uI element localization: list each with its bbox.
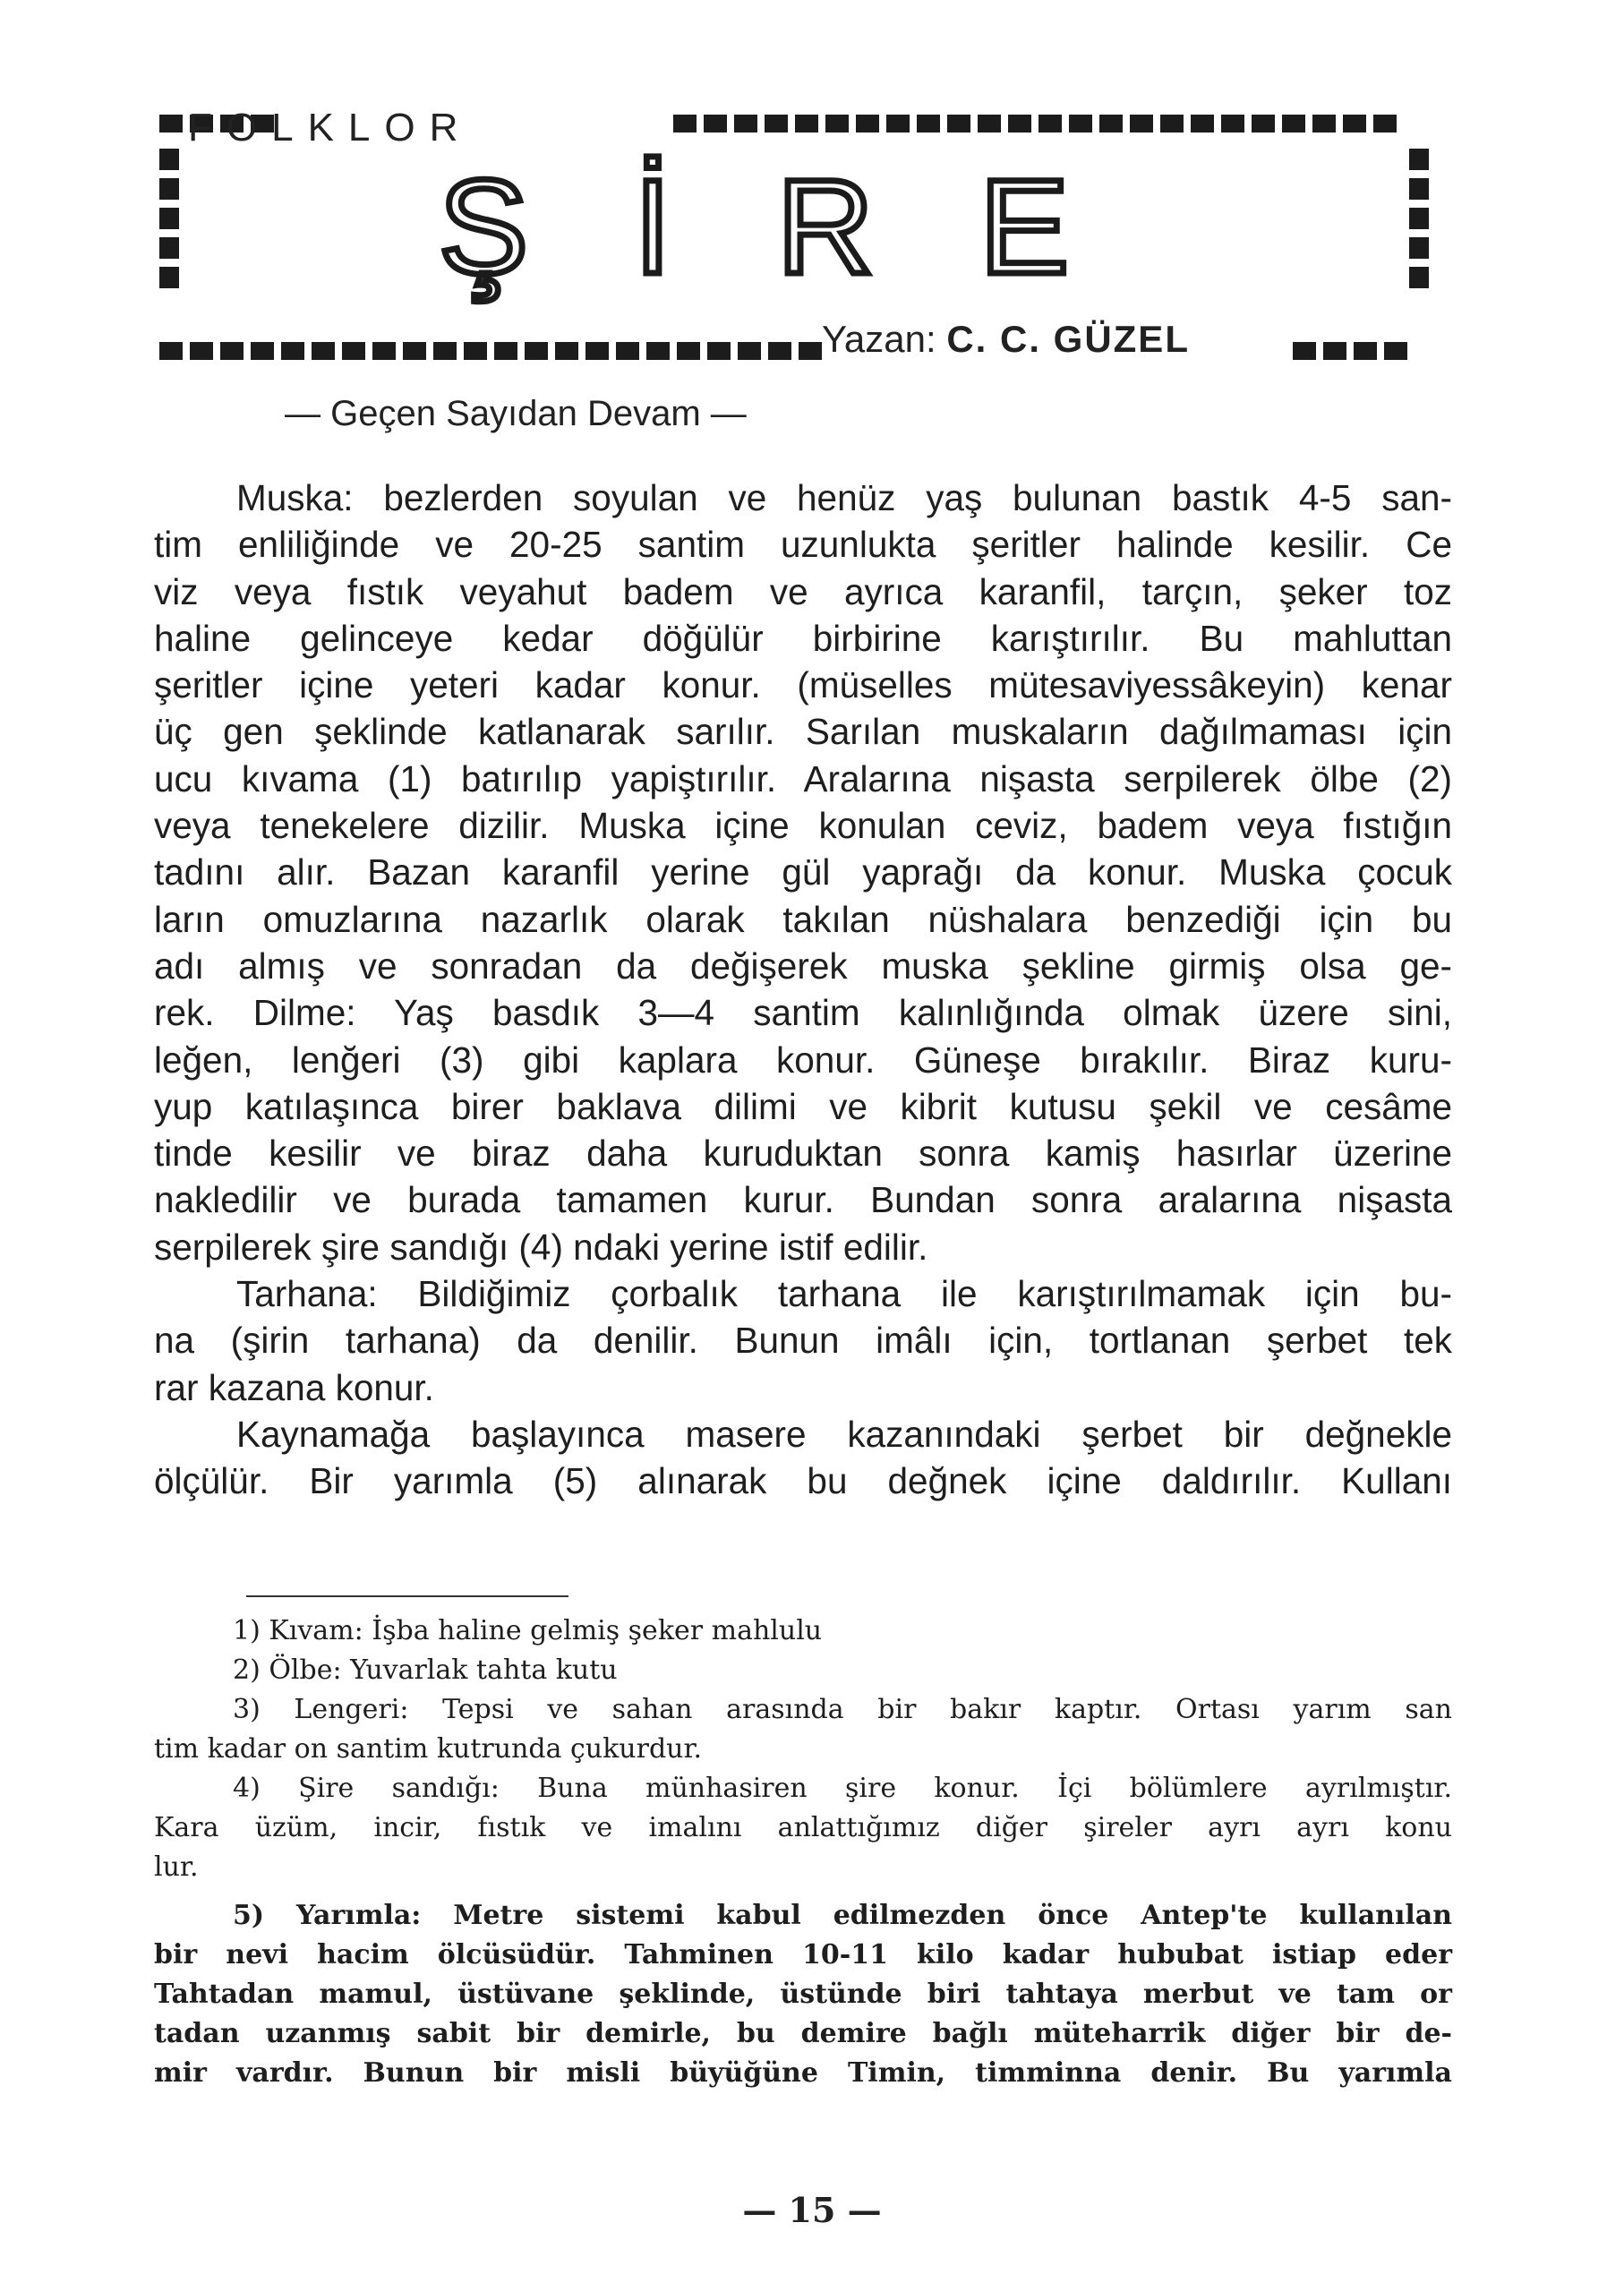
footnote-line: 4) Şire sandığı: Buna münhasiren şire konur. İçi bölümlere ayrılmıştır.	[233, 1773, 1452, 1804]
body-line: viz veya fıstık veyahut badem ve ayrıca karanfil, tarçın, şeker toz	[154, 570, 1452, 612]
body-line: tinde kesilir ve biraz daha kuruduktan sonra kamiş hasırlar üzerine	[154, 1133, 1452, 1175]
author-line	[822, 318, 1190, 361]
footnote-line: Kara üzüm, incir, fıstık ve imalını anlattığımız diğer şireler ayrı ayrı konu	[154, 1812, 1452, 1843]
header-ornament-top	[673, 115, 1397, 133]
header-ornament-bottom-left	[159, 342, 822, 360]
body-line: tadını alır. Bazan karanfil yerine gül yaprağı da konur. Muska çocuk	[154, 851, 1452, 893]
body-line: yup katılaşınca birer baklava dilimi ve kibrit kutusu şekil ve cesâme	[154, 1085, 1452, 1127]
header-ornament-right-column	[1409, 149, 1429, 288]
article-body	[154, 474, 1452, 1505]
author-prefix: Yazan:	[822, 318, 936, 360]
body-line: tim enliliğinde ve 20-25 santim uzunlukta şeritler halinde kesilir. Ce	[154, 524, 1452, 566]
footnote-line: tim kadar on santim kutrunda çukurdur.	[154, 1733, 703, 1765]
body-line: ölçülür. Bir yarımla (5) alınarak bu değnek içine daldırılır. Kullanı	[154, 1460, 1452, 1502]
footnotes	[154, 1611, 1452, 2093]
body-line: Kaynamağa başlayınca masere kazanındaki şerbet bir değnekle	[236, 1413, 1452, 1455]
body-line: rar kazana konur.	[154, 1366, 434, 1408]
article-title: ŞİRE	[439, 151, 1175, 302]
footnote-line: bir nevi hacim ölcüsüdür. Tahminen 10-11 kilo kadar hububat istiap eder	[154, 1939, 1452, 1971]
continued-note: — Geçen Sayıdan Devam —	[285, 394, 747, 433]
body-line: şeritler içine yeteri kadar konur. (müselles mütesaviyessâkeyin) kenar	[154, 664, 1452, 706]
footnote-line: lur.	[154, 1851, 199, 1883]
footnote-line: 1) Kıvam: İşba haline gelmiş şeker mahlulu	[233, 1615, 823, 1646]
body-line: Muskа: bezlerden soyulan ve henüz yaş bulunan bastık 4-5 san-	[236, 477, 1452, 518]
footnote-line: Tahtadan mamul, üstüvane şeklinde, üstünde biri tahtaya merbut ve tam or	[154, 1979, 1452, 2010]
page-number: — 15 —	[742, 2190, 882, 2230]
header-ornament-left-column	[159, 149, 179, 288]
body-line: na (şirin tarhana) da denilir. Bunun imâlı için, tortlanan şerbet tek	[154, 1320, 1452, 1362]
body-line: Tarhana: Bildiğimiz çorbalık tarhana ile karıştırılmamak için bu-	[236, 1273, 1452, 1315]
body-line: leğen, lenğeri (3) gibi kaplara konur. Güneşe bırakılır. Biraz kuru-	[154, 1039, 1452, 1081]
footnote-line: mir vardır. Bunun bir misli büyüğüne Timin, timminna denir. Bu yarımla	[154, 2057, 1452, 2089]
section-label: FOLKLOR	[188, 106, 473, 150]
body-line: haline gelinceye kedar döğülür birbirine karıştırılır. Bu mahluttan	[154, 617, 1452, 659]
body-line: nakledilir ve burada tamamen kurur. Bundan sonra aralarına nişasta	[154, 1179, 1452, 1221]
footnote-line: 3) Lengeri: Tepsi ve sahan arasında bir bakır kaptır. Ortası yarım san	[233, 1694, 1452, 1725]
footnote-line: tadan uzanmış sabit bir demirle, bu demire bağlı müteharrik diğer bir de-	[154, 2018, 1452, 2049]
body-line: veya tenekelere dizilir. Muska içine konulan ceviz, badem veya fıstığın	[154, 805, 1452, 847]
body-line: ların omuzlarına nazarlık olarak takılan nüshalara benzediği için bu	[154, 898, 1452, 940]
body-line: rek. Dilme: Yaş basdık 3—4 santim kalınlığında olmak üzere sini,	[154, 992, 1452, 1034]
body-line: serpilerek şire sandığı (4) ndaki yerine istif edilir.	[154, 1226, 928, 1268]
body-line: ucu kıvama (1) batırılıp yapiştırılır. Aralarına nişasta serpilerek ölbe (2)	[154, 757, 1452, 799]
body-line: üç gen şeklinde katlanarak sarılır. Sarılan muskaların dağılmaması için	[154, 711, 1452, 753]
footnote-line: 5) Yarımla: Metre sistemi kabul edilmezden önce Antep'te kullanılan	[233, 1900, 1452, 1931]
body-line: adı almış ve sonradan da değişerek muska şekline girmiş olsa ge-	[154, 945, 1452, 987]
header-ornament-bottom-right	[1293, 342, 1407, 360]
footnote-rule	[246, 1595, 568, 1597]
author-name: C. C. GÜZEL	[946, 318, 1190, 360]
footnote-line: 2) Ölbe: Yuvarlak tahta kutu	[233, 1654, 618, 1686]
